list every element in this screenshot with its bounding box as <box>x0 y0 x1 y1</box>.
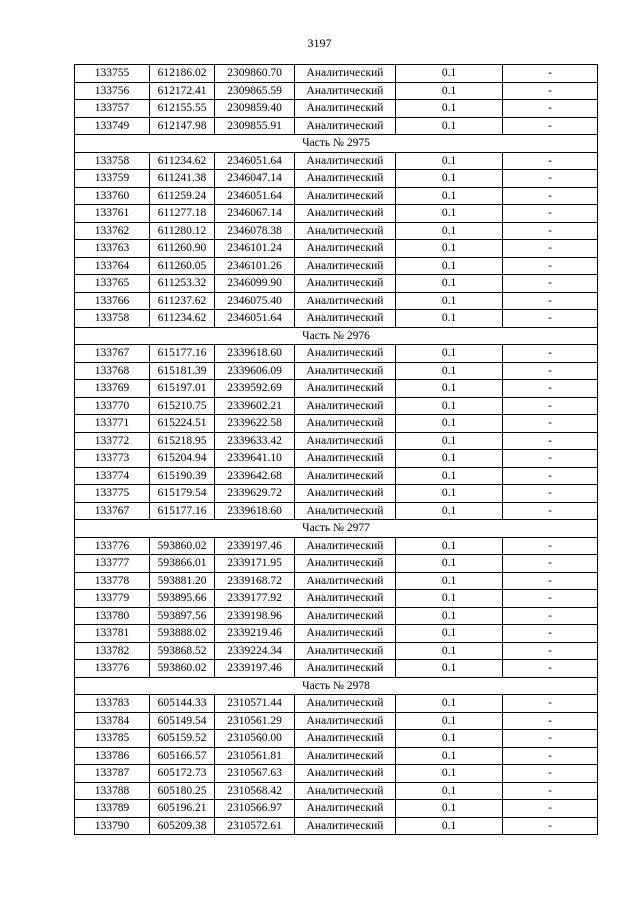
y-coordinate-cell: 2310560.00 <box>215 730 295 748</box>
y-coordinate-cell: 2309865.59 <box>215 82 295 100</box>
y-coordinate-cell: 2339622.58 <box>215 415 295 433</box>
table-row <box>75 572 598 590</box>
point-number-cell: 133770 <box>75 397 150 415</box>
table-row <box>75 362 598 380</box>
point-number-cell: 133785 <box>75 730 150 748</box>
accuracy-cell: 0.1 <box>396 660 503 678</box>
y-coordinate-cell: 2339629.72 <box>215 485 295 503</box>
note-cell: - <box>503 730 598 748</box>
accuracy-cell: 0.1 <box>396 730 503 748</box>
y-coordinate-cell: 2339606.09 <box>215 362 295 380</box>
x-coordinate-cell: 593860.02 <box>150 660 215 678</box>
accuracy-cell: 0.1 <box>396 257 503 275</box>
table-row <box>75 800 598 818</box>
x-coordinate-cell: 615204.94 <box>150 450 215 468</box>
table-row <box>75 450 598 468</box>
note-cell: - <box>503 65 598 83</box>
y-coordinate-cell: 2339633.42 <box>215 432 295 450</box>
accuracy-cell: 0.1 <box>396 222 503 240</box>
accuracy-cell: 0.1 <box>396 82 503 100</box>
method-cell: Аналитический <box>295 117 396 135</box>
y-coordinate-cell: 2339198.96 <box>215 607 295 625</box>
point-number-cell: 133756 <box>75 82 150 100</box>
x-coordinate-cell: 611253.32 <box>150 275 215 293</box>
x-coordinate-cell: 593895.66 <box>150 590 215 608</box>
y-coordinate-cell: 2310561.81 <box>215 747 295 765</box>
table-row <box>75 537 598 555</box>
x-coordinate-cell: 615177.16 <box>150 345 215 363</box>
note-cell: - <box>503 695 598 713</box>
x-coordinate-cell: 605144.33 <box>150 695 215 713</box>
method-cell: Аналитический <box>295 590 396 608</box>
section-header-row <box>75 520 598 538</box>
accuracy-cell: 0.1 <box>396 415 503 433</box>
note-cell: - <box>503 310 598 328</box>
method-cell: Аналитический <box>295 712 396 730</box>
method-cell: Аналитический <box>295 205 396 223</box>
note-cell: - <box>503 432 598 450</box>
method-cell: Аналитический <box>295 397 396 415</box>
method-cell: Аналитический <box>295 730 396 748</box>
accuracy-cell: 0.1 <box>396 240 503 258</box>
y-coordinate-cell: 2346051.64 <box>215 187 295 205</box>
note-cell: - <box>503 502 598 520</box>
x-coordinate-cell: 593897.56 <box>150 607 215 625</box>
y-coordinate-cell: 2339197.46 <box>215 537 295 555</box>
y-coordinate-cell: 2346047.14 <box>215 170 295 188</box>
y-coordinate-cell: 2310572.61 <box>215 817 295 835</box>
method-cell: Аналитический <box>295 642 396 660</box>
note-cell: - <box>503 170 598 188</box>
y-coordinate-cell: 2339168.72 <box>215 572 295 590</box>
table-row <box>75 257 598 275</box>
point-number-cell: 133771 <box>75 415 150 433</box>
note-cell: - <box>503 415 598 433</box>
y-coordinate-cell: 2339197.46 <box>215 660 295 678</box>
note-cell: - <box>503 625 598 643</box>
point-number-cell: 133769 <box>75 380 150 398</box>
accuracy-cell: 0.1 <box>396 187 503 205</box>
note-cell: - <box>503 292 598 310</box>
x-coordinate-cell: 612155.55 <box>150 100 215 118</box>
x-coordinate-cell: 605149.54 <box>150 712 215 730</box>
table-row <box>75 187 598 205</box>
x-coordinate-cell: 615224.51 <box>150 415 215 433</box>
method-cell: Аналитический <box>295 345 396 363</box>
accuracy-cell: 0.1 <box>396 65 503 83</box>
note-cell: - <box>503 590 598 608</box>
table-row <box>75 82 598 100</box>
accuracy-cell: 0.1 <box>396 607 503 625</box>
section-title: Часть № 2978 <box>75 677 598 695</box>
x-coordinate-cell: 612172.41 <box>150 82 215 100</box>
method-cell: Аналитический <box>295 65 396 83</box>
method-cell: Аналитический <box>295 257 396 275</box>
table-row <box>75 345 598 363</box>
accuracy-cell: 0.1 <box>396 152 503 170</box>
point-number-cell: 133766 <box>75 292 150 310</box>
note-cell: - <box>503 555 598 573</box>
accuracy-cell: 0.1 <box>396 310 503 328</box>
note-cell: - <box>503 257 598 275</box>
y-coordinate-cell: 2346099.90 <box>215 275 295 293</box>
y-coordinate-cell: 2346051.64 <box>215 152 295 170</box>
accuracy-cell: 0.1 <box>396 765 503 783</box>
point-number-cell: 133781 <box>75 625 150 643</box>
point-number-cell: 133787 <box>75 765 150 783</box>
method-cell: Аналитический <box>295 782 396 800</box>
accuracy-cell: 0.1 <box>396 345 503 363</box>
x-coordinate-cell: 593866.01 <box>150 555 215 573</box>
point-number-cell: 133749 <box>75 117 150 135</box>
accuracy-cell: 0.1 <box>396 170 503 188</box>
table-row <box>75 415 598 433</box>
section-title: Часть № 2976 <box>75 327 598 345</box>
x-coordinate-cell: 605209.38 <box>150 817 215 835</box>
method-cell: Аналитический <box>295 537 396 555</box>
x-coordinate-cell: 593860.02 <box>150 537 215 555</box>
note-cell: - <box>503 380 598 398</box>
table-row <box>75 170 598 188</box>
point-number-cell: 133779 <box>75 590 150 608</box>
method-cell: Аналитический <box>295 100 396 118</box>
y-coordinate-cell: 2346075.40 <box>215 292 295 310</box>
y-coordinate-cell: 2339641.10 <box>215 450 295 468</box>
table-row <box>75 205 598 223</box>
accuracy-cell: 0.1 <box>396 782 503 800</box>
table-row <box>75 660 598 678</box>
note-cell: - <box>503 117 598 135</box>
accuracy-cell: 0.1 <box>396 205 503 223</box>
x-coordinate-cell: 605159.52 <box>150 730 215 748</box>
accuracy-cell: 0.1 <box>396 450 503 468</box>
section-title: Часть № 2975 <box>75 135 598 153</box>
note-cell: - <box>503 362 598 380</box>
x-coordinate-cell: 615197.01 <box>150 380 215 398</box>
table-row <box>75 117 598 135</box>
coordinates-table-body <box>75 65 598 835</box>
x-coordinate-cell: 611241.38 <box>150 170 215 188</box>
x-coordinate-cell: 611234.62 <box>150 310 215 328</box>
method-cell: Аналитический <box>295 660 396 678</box>
x-coordinate-cell: 605166.57 <box>150 747 215 765</box>
point-number-cell: 133767 <box>75 502 150 520</box>
point-number-cell: 133760 <box>75 187 150 205</box>
point-number-cell: 133762 <box>75 222 150 240</box>
point-number-cell: 133763 <box>75 240 150 258</box>
accuracy-cell: 0.1 <box>396 800 503 818</box>
x-coordinate-cell: 615177.16 <box>150 502 215 520</box>
method-cell: Аналитический <box>295 82 396 100</box>
note-cell: - <box>503 275 598 293</box>
table-row <box>75 782 598 800</box>
accuracy-cell: 0.1 <box>396 362 503 380</box>
point-number-cell: 133777 <box>75 555 150 573</box>
note-cell: - <box>503 467 598 485</box>
accuracy-cell: 0.1 <box>396 712 503 730</box>
accuracy-cell: 0.1 <box>396 695 503 713</box>
y-coordinate-cell: 2346067.14 <box>215 205 295 223</box>
table-row <box>75 485 598 503</box>
accuracy-cell: 0.1 <box>396 292 503 310</box>
x-coordinate-cell: 593888.02 <box>150 625 215 643</box>
point-number-cell: 133783 <box>75 695 150 713</box>
method-cell: Аналитический <box>295 240 396 258</box>
point-number-cell: 133776 <box>75 537 150 555</box>
x-coordinate-cell: 615218.95 <box>150 432 215 450</box>
method-cell: Аналитический <box>295 187 396 205</box>
x-coordinate-cell: 593881.20 <box>150 572 215 590</box>
table-row <box>75 310 598 328</box>
point-number-cell: 133789 <box>75 800 150 818</box>
x-coordinate-cell: 615181.39 <box>150 362 215 380</box>
x-coordinate-cell: 615210.75 <box>150 397 215 415</box>
x-coordinate-cell: 605172.73 <box>150 765 215 783</box>
method-cell: Аналитический <box>295 625 396 643</box>
y-coordinate-cell: 2310561.29 <box>215 712 295 730</box>
point-number-cell: 133758 <box>75 152 150 170</box>
y-coordinate-cell: 2339618.60 <box>215 502 295 520</box>
point-number-cell: 133768 <box>75 362 150 380</box>
section-header-row <box>75 135 598 153</box>
table-row <box>75 642 598 660</box>
y-coordinate-cell: 2339177.92 <box>215 590 295 608</box>
table-row <box>75 502 598 520</box>
section-header-row <box>75 677 598 695</box>
point-number-cell: 133784 <box>75 712 150 730</box>
method-cell: Аналитический <box>295 817 396 835</box>
table-row <box>75 555 598 573</box>
method-cell: Аналитический <box>295 292 396 310</box>
note-cell: - <box>503 660 598 678</box>
note-cell: - <box>503 642 598 660</box>
method-cell: Аналитический <box>295 170 396 188</box>
y-coordinate-cell: 2339224.34 <box>215 642 295 660</box>
x-coordinate-cell: 605196.21 <box>150 800 215 818</box>
table-row <box>75 240 598 258</box>
method-cell: Аналитический <box>295 450 396 468</box>
section-header-row <box>75 327 598 345</box>
accuracy-cell: 0.1 <box>396 467 503 485</box>
method-cell: Аналитический <box>295 555 396 573</box>
accuracy-cell: 0.1 <box>396 502 503 520</box>
note-cell: - <box>503 100 598 118</box>
y-coordinate-cell: 2310571.44 <box>215 695 295 713</box>
y-coordinate-cell: 2339219.46 <box>215 625 295 643</box>
accuracy-cell: 0.1 <box>396 537 503 555</box>
x-coordinate-cell: 611260.05 <box>150 257 215 275</box>
x-coordinate-cell: 615179.54 <box>150 485 215 503</box>
table-row <box>75 817 598 835</box>
method-cell: Аналитический <box>295 432 396 450</box>
y-coordinate-cell: 2310567.63 <box>215 765 295 783</box>
point-number-cell: 133755 <box>75 65 150 83</box>
y-coordinate-cell: 2309860.70 <box>215 65 295 83</box>
x-coordinate-cell: 611259.24 <box>150 187 215 205</box>
note-cell: - <box>503 765 598 783</box>
note-cell: - <box>503 82 598 100</box>
note-cell: - <box>503 222 598 240</box>
point-number-cell: 133764 <box>75 257 150 275</box>
table-row <box>75 222 598 240</box>
y-coordinate-cell: 2346078.38 <box>215 222 295 240</box>
note-cell: - <box>503 152 598 170</box>
method-cell: Аналитический <box>295 765 396 783</box>
note-cell: - <box>503 607 598 625</box>
y-coordinate-cell: 2339171.95 <box>215 555 295 573</box>
method-cell: Аналитический <box>295 222 396 240</box>
note-cell: - <box>503 572 598 590</box>
x-coordinate-cell: 612147.98 <box>150 117 215 135</box>
method-cell: Аналитический <box>295 467 396 485</box>
point-number-cell: 133788 <box>75 782 150 800</box>
y-coordinate-cell: 2310568.42 <box>215 782 295 800</box>
method-cell: Аналитический <box>295 800 396 818</box>
point-number-cell: 133775 <box>75 485 150 503</box>
point-number-cell: 133759 <box>75 170 150 188</box>
method-cell: Аналитический <box>295 310 396 328</box>
y-coordinate-cell: 2339602.21 <box>215 397 295 415</box>
accuracy-cell: 0.1 <box>396 100 503 118</box>
table-row <box>75 380 598 398</box>
point-number-cell: 133757 <box>75 100 150 118</box>
table-row <box>75 432 598 450</box>
method-cell: Аналитический <box>295 275 396 293</box>
accuracy-cell: 0.1 <box>396 380 503 398</box>
method-cell: Аналитический <box>295 415 396 433</box>
point-number-cell: 133767 <box>75 345 150 363</box>
note-cell: - <box>503 450 598 468</box>
accuracy-cell: 0.1 <box>396 590 503 608</box>
table-row <box>75 275 598 293</box>
method-cell: Аналитический <box>295 502 396 520</box>
y-coordinate-cell: 2309859.40 <box>215 100 295 118</box>
method-cell: Аналитический <box>295 380 396 398</box>
y-coordinate-cell: 2309855.91 <box>215 117 295 135</box>
x-coordinate-cell: 593868.52 <box>150 642 215 660</box>
point-number-cell: 133780 <box>75 607 150 625</box>
page-number: 3197 <box>307 36 332 50</box>
note-cell: - <box>503 205 598 223</box>
note-cell: - <box>503 187 598 205</box>
method-cell: Аналитический <box>295 572 396 590</box>
point-number-cell: 133790 <box>75 817 150 835</box>
table-row <box>75 695 598 713</box>
accuracy-cell: 0.1 <box>396 572 503 590</box>
note-cell: - <box>503 345 598 363</box>
method-cell: Аналитический <box>295 362 396 380</box>
method-cell: Аналитический <box>295 485 396 503</box>
table-row <box>75 747 598 765</box>
accuracy-cell: 0.1 <box>396 642 503 660</box>
note-cell: - <box>503 782 598 800</box>
accuracy-cell: 0.1 <box>396 432 503 450</box>
table-row <box>75 607 598 625</box>
coordinates-table <box>74 64 598 835</box>
point-number-cell: 133782 <box>75 642 150 660</box>
x-coordinate-cell: 611234.62 <box>150 152 215 170</box>
point-number-cell: 133776 <box>75 660 150 678</box>
x-coordinate-cell: 611260.90 <box>150 240 215 258</box>
table-row <box>75 765 598 783</box>
accuracy-cell: 0.1 <box>396 117 503 135</box>
accuracy-cell: 0.1 <box>396 747 503 765</box>
table-row <box>75 100 598 118</box>
table-row <box>75 292 598 310</box>
table-row <box>75 625 598 643</box>
y-coordinate-cell: 2339592.69 <box>215 380 295 398</box>
note-cell: - <box>503 800 598 818</box>
accuracy-cell: 0.1 <box>396 625 503 643</box>
table-row <box>75 712 598 730</box>
table-row <box>75 590 598 608</box>
point-number-cell: 133778 <box>75 572 150 590</box>
section-title: Часть № 2977 <box>75 520 598 538</box>
note-cell: - <box>503 240 598 258</box>
note-cell: - <box>503 747 598 765</box>
y-coordinate-cell: 2346101.26 <box>215 257 295 275</box>
accuracy-cell: 0.1 <box>396 817 503 835</box>
table-row <box>75 397 598 415</box>
x-coordinate-cell: 615190.39 <box>150 467 215 485</box>
note-cell: - <box>503 712 598 730</box>
table-row <box>75 65 598 83</box>
x-coordinate-cell: 611280.12 <box>150 222 215 240</box>
note-cell: - <box>503 537 598 555</box>
y-coordinate-cell: 2346101.24 <box>215 240 295 258</box>
method-cell: Аналитический <box>295 695 396 713</box>
y-coordinate-cell: 2346051.64 <box>215 310 295 328</box>
method-cell: Аналитический <box>295 747 396 765</box>
point-number-cell: 133758 <box>75 310 150 328</box>
accuracy-cell: 0.1 <box>396 397 503 415</box>
method-cell: Аналитический <box>295 152 396 170</box>
x-coordinate-cell: 611237.62 <box>150 292 215 310</box>
table-row <box>75 730 598 748</box>
point-number-cell: 133774 <box>75 467 150 485</box>
accuracy-cell: 0.1 <box>396 555 503 573</box>
accuracy-cell: 0.1 <box>396 275 503 293</box>
y-coordinate-cell: 2339642.68 <box>215 467 295 485</box>
point-number-cell: 133761 <box>75 205 150 223</box>
point-number-cell: 133773 <box>75 450 150 468</box>
y-coordinate-cell: 2339618.60 <box>215 345 295 363</box>
note-cell: - <box>503 817 598 835</box>
x-coordinate-cell: 611277.18 <box>150 205 215 223</box>
note-cell: - <box>503 397 598 415</box>
y-coordinate-cell: 2310566.97 <box>215 800 295 818</box>
table-row <box>75 152 598 170</box>
x-coordinate-cell: 605180.25 <box>150 782 215 800</box>
table-row <box>75 467 598 485</box>
method-cell: Аналитический <box>295 607 396 625</box>
point-number-cell: 133786 <box>75 747 150 765</box>
accuracy-cell: 0.1 <box>396 485 503 503</box>
x-coordinate-cell: 612186.02 <box>150 65 215 83</box>
point-number-cell: 133765 <box>75 275 150 293</box>
point-number-cell: 133772 <box>75 432 150 450</box>
note-cell: - <box>503 485 598 503</box>
